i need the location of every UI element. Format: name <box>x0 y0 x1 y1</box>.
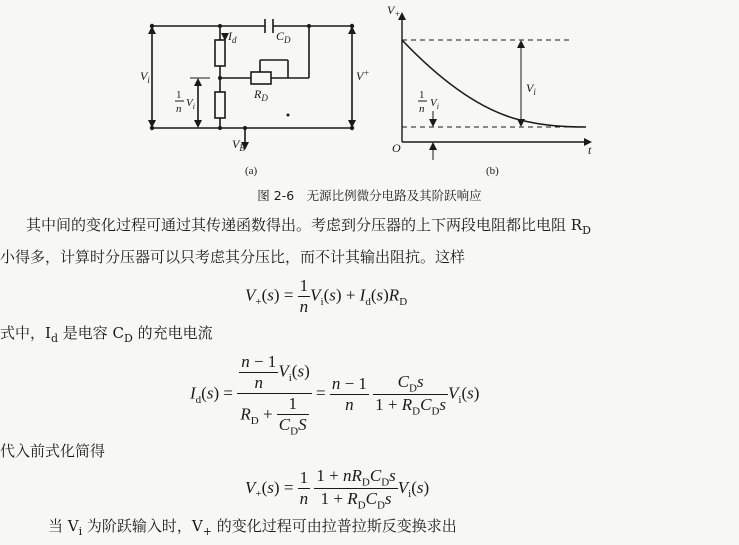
label-vplus: V+ <box>356 68 370 83</box>
p1-line2: 小得多，计算时分压器可以只考虑其分压比，而不计其输出阻抗。这样 <box>0 248 466 266</box>
label-vi: $V_i$ <box>140 69 150 85</box>
p2-rest: 是电容 C <box>57 324 124 342</box>
graph-frac-var: $V_i$ <box>430 97 439 111</box>
label-cd: $C_D$ <box>276 29 291 45</box>
figure-caption: 图 2-6 无源比例微分电路及其阶跃响应 <box>257 188 482 203</box>
equation-2: $I_d(s)$ = $\frac{n - 1}{n}$ $V_i(s)$ $R_D$ + $\frac{1}{C_DS}$ = $\frac{n - 1}{n}$ $\frac{C_Ds}{1 + R_DC_Ds}$ $V_i(s)$ <box>190 352 480 438</box>
p2-sub2: D <box>124 332 133 345</box>
p4-start: 当 V <box>48 517 79 535</box>
label-id: $I_d$ <box>228 29 237 45</box>
graph-vi-label: $V_i$ <box>526 81 536 97</box>
equation-1: $V_+(s)$ = $\frac{1}{n}$ $V_i(s) + I_d(s)R_D$ <box>245 276 408 316</box>
circuit-arrows <box>148 24 356 150</box>
label-frac-den: n <box>176 103 182 115</box>
graph-origin: O <box>392 141 401 155</box>
label-vb: $V_B$ <box>232 137 245 153</box>
p4-sub: i <box>78 525 83 538</box>
p2-sub: d <box>50 332 58 345</box>
graph-frac-den: n <box>419 103 425 115</box>
paragraph-1 <box>0 212 731 270</box>
p2-end: 的充电电流 <box>132 324 213 342</box>
p4-sub2: + <box>202 525 212 538</box>
graph-x-axis: t <box>588 143 592 157</box>
paragraph-4 <box>48 513 457 545</box>
response-graph <box>402 18 586 160</box>
label-a: (a) <box>245 165 258 177</box>
label-rd: $R_D$ <box>254 87 268 103</box>
figure-2-6 <box>0 0 739 180</box>
label-frac-num: 1 <box>176 89 182 101</box>
circuit-diagram <box>152 19 352 145</box>
p1-line1-sub: D <box>582 224 591 237</box>
paragraph-2 <box>0 320 213 352</box>
p4-end: 的变化过程可由拉普拉斯反变换求出 <box>211 517 457 535</box>
paragraph-3: 代入前式化简得 <box>0 442 106 460</box>
label-frac-vi: $V_i$ <box>186 97 195 111</box>
p2-start: 式中，I <box>0 324 51 342</box>
p4-mid: 为阶跃输入时，V <box>82 517 203 535</box>
label-b: (b) <box>486 165 499 177</box>
graph-frac-num: 1 <box>419 89 425 101</box>
equation-3: $V_+(s)$ = $\frac{1}{n}$ $\frac{1 + nR_DC_Ds}{1 + R_DC_Ds}$ $V_i(s)$ <box>245 466 430 512</box>
p1-line1: 其中间的变化过程可通过其传递函数得出。考虑到分压器的上下两段电阻都比电阻 R <box>26 216 583 234</box>
graph-y-axis: $V_+$ <box>387 3 401 19</box>
